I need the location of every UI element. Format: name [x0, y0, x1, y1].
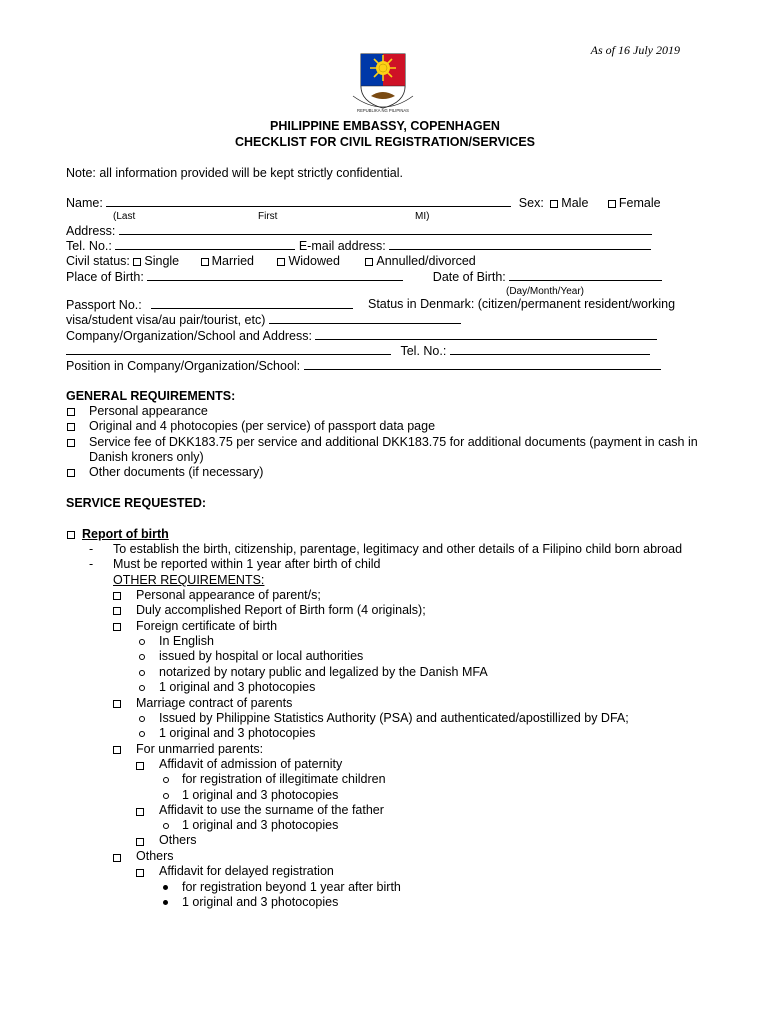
status-cont-row [66, 312, 461, 328]
circle-bullet-icon [163, 823, 169, 829]
surname-sub-copies: 1 original and 3 photocopies [182, 818, 339, 832]
male-checkbox[interactable] [550, 200, 558, 208]
report-of-birth-title: Report of birth [82, 527, 169, 541]
report-deadline: Must be reported within 1 year after birth of child [113, 557, 381, 571]
circle-bullet-icon [163, 777, 169, 783]
bullet-dot-icon [163, 885, 168, 890]
parent-appearance-checkbox[interactable] [113, 592, 121, 600]
company-tel-label: Tel. No.: [400, 344, 447, 358]
company-tel-row [66, 343, 650, 359]
circle-bullet-icon [163, 793, 169, 799]
civil-status-label: Civil status: [66, 254, 130, 268]
position-field[interactable] [304, 358, 661, 370]
single-label: Single [144, 254, 180, 268]
sex-label: Sex: [518, 196, 544, 210]
name-row [66, 195, 661, 211]
bullet-dot-icon [163, 900, 168, 905]
male-label: Male [561, 196, 589, 210]
address-label: Address: [66, 224, 116, 238]
general-item-fee: Service fee of DKK183.75 per service and additional DKK183.75 for additional documents (payment in cash in [89, 435, 698, 449]
general-item-personal: Personal appearance [89, 404, 208, 418]
req-personal-appearance: Personal appearance of parent/s; [136, 588, 321, 602]
req-foreign-certificate: Foreign certificate of birth [136, 619, 278, 633]
status-cont-label: visa/student visa/au pair/tourist, etc) [66, 313, 266, 327]
seal-label: REPUBLIKA NG PILIPINAS [357, 108, 409, 113]
tel-email-row [66, 238, 651, 254]
confidentiality-note: Note: all information provided will be kept strictly confidential. [66, 166, 403, 180]
req-affidavit-surname: Affidavit to use the surname of the father [159, 803, 384, 817]
name-last-hint: (Last [113, 211, 136, 222]
position-row [66, 358, 661, 374]
place-of-birth-label: Place of Birth: [66, 270, 144, 284]
address-field[interactable] [119, 223, 652, 235]
service-fee-checkbox[interactable] [67, 439, 75, 447]
annulled-checkbox[interactable] [365, 258, 373, 266]
female-checkbox[interactable] [608, 200, 616, 208]
dash-bullet: - [89, 557, 94, 571]
status-label: Status in Denmark: (citizen/permanent resident/working [368, 297, 676, 311]
dash-bullet: - [89, 542, 94, 556]
civil-status-row [66, 254, 476, 269]
others-outer-checkbox[interactable] [113, 854, 121, 862]
female-label: Female [618, 196, 661, 210]
company-field[interactable] [315, 328, 657, 340]
delayed-sub-copies: 1 original and 3 photocopies [182, 895, 339, 909]
position-label: Position in Company/Organization/School: [66, 359, 301, 373]
circle-bullet-icon [139, 716, 145, 722]
foreign-sub-notarized: notarized by notary public and legalized by the Danish MFA [159, 665, 488, 679]
general-item-passport: Original and 4 photocopies (per service) of passport data page [89, 419, 436, 433]
embassy-title: PHILIPPINE EMBASSY, COPENHAGEN [270, 119, 500, 133]
general-item-fee-cont: Danish kroners only) [89, 450, 204, 464]
married-label: Married [211, 254, 254, 268]
report-of-birth-checkbox[interactable] [67, 531, 75, 539]
req-unmarried-parents: For unmarried parents: [136, 742, 264, 756]
personal-appearance-checkbox[interactable] [67, 408, 75, 416]
foreign-sub-copies: 1 original and 3 photocopies [159, 680, 316, 694]
report-form-checkbox[interactable] [113, 607, 121, 615]
delayed-sub-beyond: for registration beyond 1 year after birth [182, 880, 401, 894]
other-requirements-heading: OTHER REQUIREMENTS: [113, 573, 265, 587]
company-address-field[interactable] [66, 343, 391, 355]
annulled-label: Annulled/divorced [376, 254, 476, 268]
marriage-sub-psa: Issued by Philippine Statistics Authority (PSA) and authenticated/apostillized by DFA; [159, 711, 629, 725]
single-checkbox[interactable] [133, 258, 141, 266]
req-report-form: Duly accomplished Report of Birth form (4 originals); [136, 603, 426, 617]
company-label: Company/Organization/School and Address: [66, 329, 312, 343]
company-tel-field[interactable] [450, 343, 650, 355]
unmarried-parents-checkbox[interactable] [113, 746, 121, 754]
date-format-hint: (Day/Month/Year) [506, 286, 584, 297]
status-field[interactable] [269, 312, 461, 324]
name-first-hint: First [258, 211, 278, 222]
checklist-title: CHECKLIST FOR CIVIL REGISTRATION/SERVICES [234, 135, 536, 149]
other-documents-checkbox[interactable] [67, 469, 75, 477]
passport-copies-checkbox[interactable] [67, 423, 75, 431]
req-affidavit-delayed: Affidavit for delayed registration [159, 864, 334, 878]
affidavit-delayed-checkbox[interactable] [136, 869, 144, 877]
widowed-label: Widowed [288, 254, 340, 268]
paternity-sub-copies: 1 original and 3 photocopies [182, 788, 339, 802]
email-field[interactable] [389, 238, 651, 250]
others-inner-checkbox[interactable] [136, 838, 144, 846]
req-others-outer: Others [136, 849, 174, 863]
affidavit-paternity-checkbox[interactable] [136, 762, 144, 770]
date-of-birth-label: Date of Birth: [432, 270, 506, 284]
foreign-sub-issued: issued by hospital or local authorities [159, 649, 364, 663]
tel-label: Tel. No.: [66, 239, 112, 253]
req-marriage-contract: Marriage contract of parents [136, 696, 293, 710]
marriage-contract-checkbox[interactable] [113, 700, 121, 708]
name-mi-hint: MI) [415, 211, 430, 222]
circle-bullet-icon [139, 685, 145, 691]
circle-bullet-icon [139, 639, 145, 645]
circle-bullet-icon [139, 670, 145, 676]
circle-bullet-icon [139, 731, 145, 737]
general-requirements-heading: GENERAL REQUIREMENTS: [66, 389, 236, 403]
company-row [66, 328, 657, 344]
foreign-sub-english: In English [159, 634, 214, 648]
document-date: As of 16 July 2019 [590, 43, 680, 57]
service-requested-heading: SERVICE REQUESTED: [66, 496, 207, 510]
tel-field[interactable] [115, 238, 295, 250]
name-field[interactable] [106, 195, 511, 207]
widowed-checkbox[interactable] [277, 258, 285, 266]
paternity-sub-illegitimate: for registration of illegitimate children [182, 772, 386, 786]
marriage-sub-copies: 1 original and 3 photocopies [159, 726, 316, 740]
married-checkbox[interactable] [201, 258, 209, 266]
philippine-seal-icon [349, 46, 417, 114]
date-of-birth-field[interactable] [509, 269, 662, 281]
circle-bullet-icon [139, 654, 145, 660]
foreign-certificate-checkbox[interactable] [113, 623, 121, 631]
email-label: E-mail address: [298, 239, 386, 253]
passport-row [66, 297, 353, 313]
passport-field[interactable] [151, 297, 353, 309]
address-row [66, 223, 652, 239]
place-of-birth-field[interactable] [147, 269, 403, 281]
affidavit-surname-checkbox[interactable] [136, 808, 144, 816]
req-affidavit-paternity: Affidavit of admission of paternity [159, 757, 343, 771]
birth-row [66, 269, 662, 285]
passport-label: Passport No.: [66, 298, 142, 312]
report-purpose: To establish the birth, citizenship, parentage, legitimacy and other details of a Filipino child born abroad [113, 542, 683, 556]
general-item-other: Other documents (if necessary) [89, 465, 264, 479]
name-label: Name: [66, 196, 103, 210]
req-others-inner: Others [159, 833, 197, 847]
